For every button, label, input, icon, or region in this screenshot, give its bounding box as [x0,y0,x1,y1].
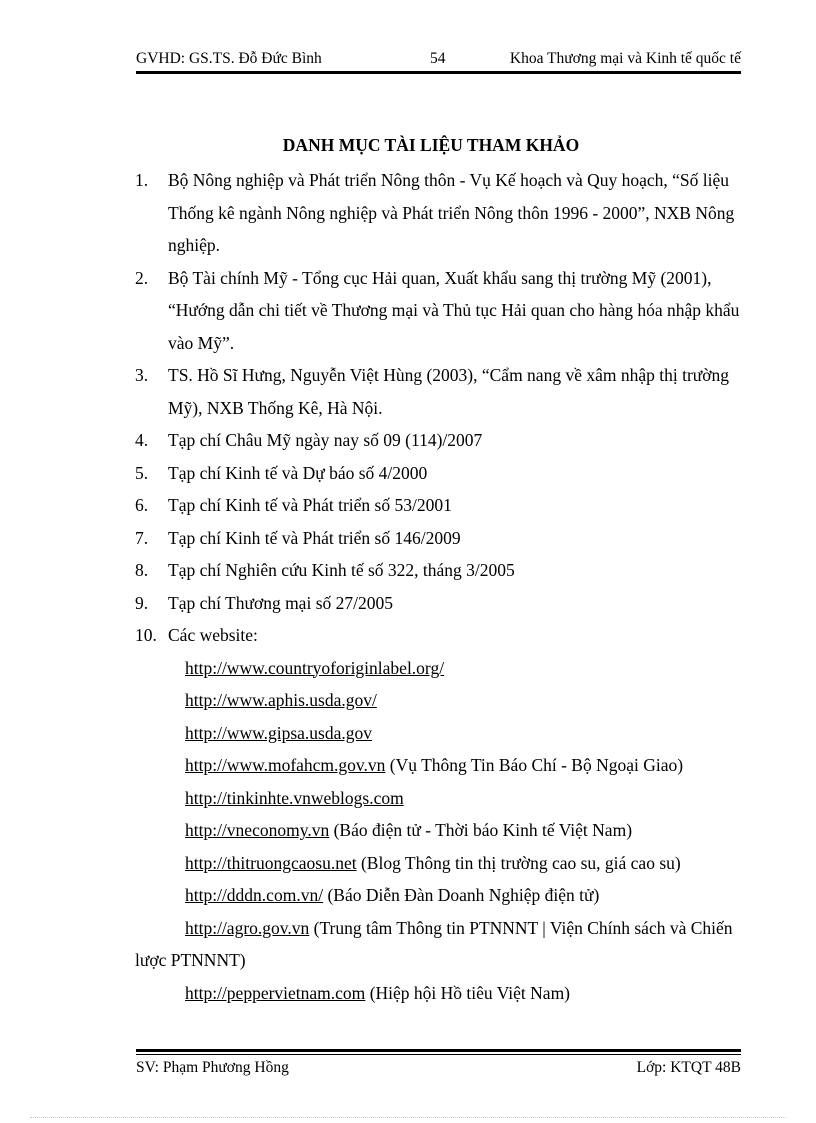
header-supervisor: GVHD: GS.TS. Đỗ Đức Bình [136,50,322,67]
page-title: DANH MỤC TÀI LIỆU THAM KHẢO [282,135,580,155]
website-item [135,652,743,685]
reference-number: 8. [135,560,149,580]
website-item [135,782,743,815]
website-link[interactable]: http://tinkinhte.vnweblogs.com [185,787,404,808]
reference-number: 2. [135,267,149,288]
page-footer [136,1058,741,1078]
website-link[interactable]: http://www.countryoforiginlabel.org/ [185,657,445,678]
reference-text: TS. Hồ Sĩ Hưng, Nguyễn Việt Hùng (2003), “Cẩm nang về xâm nhập thị trường Mỹ), NXB Thống Kê, Hà Nội. [168,365,730,418]
reference-item-websites [135,619,743,1009]
reference-text: Các website: [168,625,258,645]
website-item [135,879,743,912]
reference-text: Tạp chí Kinh tế và Phát triển số 53/2001 [168,495,452,515]
website-link[interactable]: http://vneconomy.vn [185,820,330,840]
reference-item [135,587,743,620]
reference-number: 6. [135,495,149,515]
header-faculty: Khoa Thương mại và Kinh tế quốc tế [509,50,741,67]
website-item [135,814,743,847]
reference-text: Tạp chí Kinh tế và Phát triển số 146/2009 [168,527,461,548]
reference-text: Tạp chí Kinh tế và Dự báo số 4/2000 [168,462,428,483]
website-item [135,684,743,717]
website-note: (Blog Thông tin thị trường cao su, giá cao su) [360,852,681,873]
reference-text: Bộ Nông nghiệp và Phát triển Nông thôn - Vụ Kế hoạch và Quy hoạch, “Số liệu Thống kê ngành Nông nghiệp và Phát triển Nông thôn 1996 - 2000”, NXB Nông nghiệp. [168,170,735,255]
page-header [136,48,741,70]
reference-item [135,554,743,587]
website-item [135,912,743,977]
website-link[interactable]: http://peppervietnam.com [185,982,366,1003]
reference-number: 9. [135,592,149,613]
reference-list [135,164,743,1009]
website-link[interactable]: http://www.gipsa.usda.gov [185,722,372,743]
footer-rule-thin [136,1054,741,1055]
website-link[interactable]: http://www.aphis.usda.gov/ [185,690,377,710]
footer-rule-thick [136,1049,741,1052]
website-link[interactable]: http://agro.gov.vn [185,917,310,938]
website-item [135,749,743,782]
reference-number: 10. [135,625,157,645]
website-note: (Báo Diễn Đàn Doanh Nghiệp điện tử) [327,885,600,905]
reference-text: Tạp chí Nghiên cứu Kinh tế số 322, tháng 3/2005 [168,560,515,580]
website-item [135,717,743,750]
reference-text: Tạp chí Thương mại số 27/2005 [168,592,393,613]
reference-number: 4. [135,430,149,450]
website-link[interactable]: http://dddn.com.vn/ [185,885,324,905]
reference-item [135,489,743,522]
reference-item [135,262,743,360]
reference-text: Bộ Tài chính Mỹ - Tổng cục Hải quan, Xuất khẩu sang thị trường Mỹ (2001), “Hướng dẫn chi tiết về Thương mại và Thủ tục Hải quan cho hàng hóa nhập khẩu vào Mỹ”. [168,267,740,353]
footer-student: SV: Phạm Phương Hồng [136,1059,289,1076]
header-page-number: 54 [430,50,446,67]
page-edge-dots [30,1117,786,1118]
reference-item [135,522,743,555]
reference-number: 7. [135,527,149,548]
website-note: (Vụ Thông Tin Báo Chí - Bộ Ngoại Giao) [389,755,684,775]
website-item [135,977,743,1010]
website-item [135,847,743,880]
website-note: (Hiệp hội Hồ tiêu Việt Nam) [369,982,571,1003]
reference-text: Tạp chí Châu Mỹ ngày nay số 09 (114)/2007 [168,430,483,450]
website-link[interactable]: http://thitruongcaosu.net [185,852,357,873]
website-link[interactable]: http://www.mofahcm.gov.vn [185,755,386,775]
reference-item [135,457,743,490]
reference-number: 5. [135,462,149,483]
reference-number: 3. [135,365,149,385]
reference-item [135,424,743,457]
reference-item [135,164,743,262]
website-list [135,652,743,1010]
website-note: (Trung tâm Thông tin PTNNNT | Viện Chính sách và Chiến lược PTNNNT) [135,917,733,970]
reference-number: 1. [135,170,149,190]
reference-item [135,359,743,424]
footer-class: Lớp: KTQT 48B [636,1059,741,1076]
website-note: (Báo điện tử - Thời báo Kinh tế Việt Nam) [333,820,633,840]
header-rule [136,71,741,74]
